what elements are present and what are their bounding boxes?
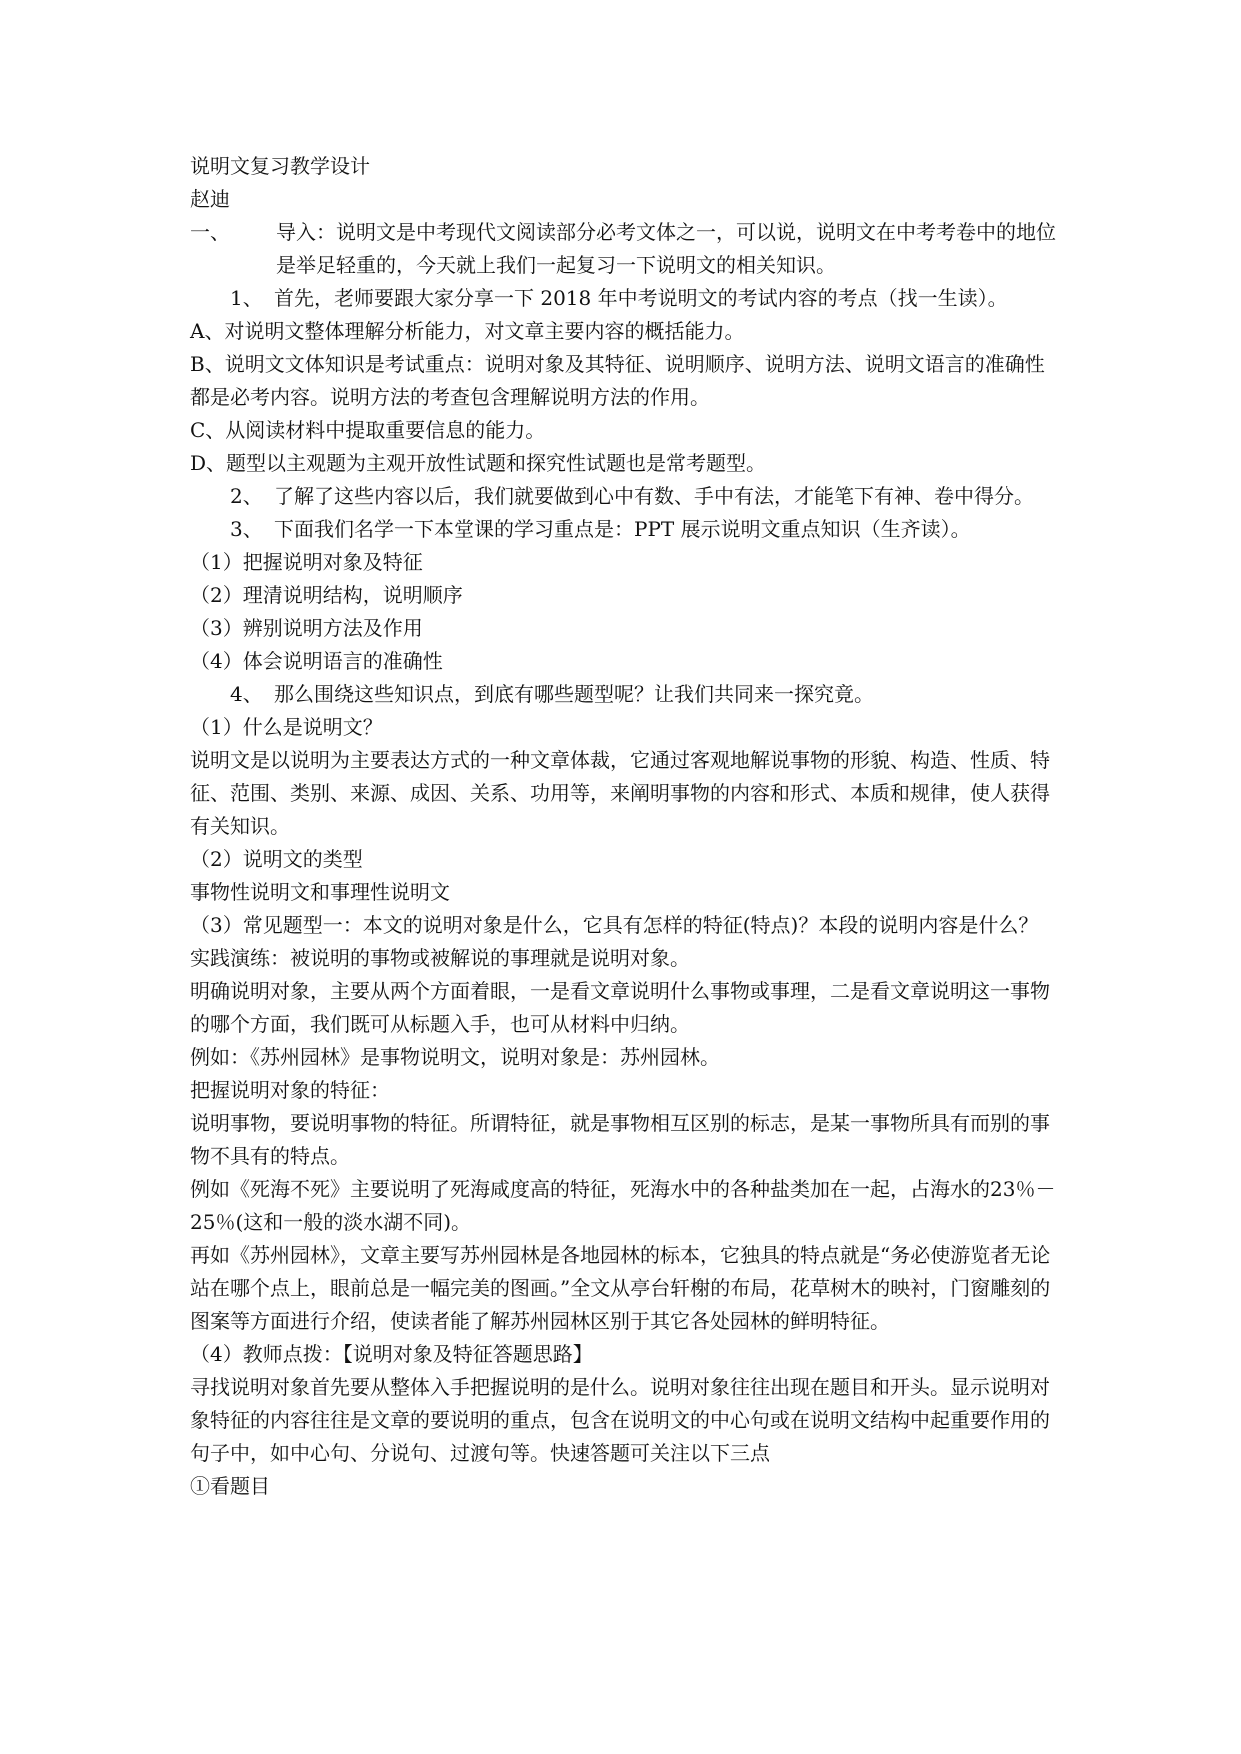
- step-4-text: 那么围绕这些知识点，到底有哪些题型呢？让我们共同来一探究竟。: [274, 682, 874, 706]
- practice-line: 实践演练：被说明的事物或被解说的事理就是说明对象。: [190, 946, 690, 970]
- point-b: B、说明文文体知识是考试重点：说明对象及其特征、说明顺序、说明方法、说明文语言的准确性都是必考内容。说明方法的考查包含理解说明方法的作用。: [190, 352, 1045, 409]
- types-line: 事物性说明文和事理性说明文: [190, 880, 450, 904]
- step-2: [190, 480, 1056, 513]
- example-3: 再如《苏州园林》，文章主要写苏州园林是各地园林的标本，它独具的特点就是“务必使游览者无论站在哪个点上，眼前总是一幅完美的图画。”全文从亭台轩榭的布局，花草树木的映衬，门窗雕刻的图案等方面进行介绍，使读者能了解苏州园林区别于其它各处园林的鲜明特征。: [190, 1243, 1051, 1333]
- focus-item: （1）把握说明对象及特征: [190, 550, 423, 574]
- example-1: 例如：《苏州园林》是事物说明文，说明对象是：苏州园林。: [190, 1045, 720, 1069]
- grasp-heading: 把握说明对象的特征：: [190, 1078, 390, 1102]
- intro-paragraph: [190, 216, 1056, 282]
- step-2-number: 2、: [230, 484, 263, 508]
- tip-1: ①看题目: [190, 1474, 270, 1498]
- intro-text: 导入：说明文是中考现代文阅读部分必考文体之一，可以说，说明文在中考考卷中的地位是举足轻重的，今天就上我们一起复习一下说明文的相关知识。: [276, 220, 1056, 277]
- step-4-number: 4、: [230, 682, 263, 706]
- step-2-text: 了解了这些内容以后，我们就要做到心中有数、手中有法，才能笔下有神、卷中得分。: [274, 484, 1034, 508]
- focus-item: （4）体会说明语言的准确性: [190, 649, 443, 673]
- question-1: （1）什么是说明文？: [190, 715, 383, 739]
- definition-paragraph: 说明文是以说明为主要表达方式的一种文章体裁，它通过客观地解说事物的形貌、构造、性质、特征、范围、类别、来源、成因、关系、功用等，来阐明事物的内容和形式、本质和规律，使人获得有关知识。: [190, 748, 1050, 838]
- step-4: [190, 678, 1056, 711]
- step-3-number: 3、: [230, 517, 263, 541]
- example-2: 例如《死海不死》主要说明了死海咸度高的特征，死海水中的各种盐类加在一起，占海水的23％－25％(这和一般的淡水湖不同)。: [190, 1177, 1056, 1234]
- document-title: 说明文复习教学设计: [190, 154, 370, 178]
- step-1-number: 1、: [230, 286, 263, 310]
- question-3: （3）常见题型一：本文的说明对象是什么，它具有怎样的特征(特点)？本段的说明内容是什么？: [190, 913, 1039, 937]
- step-1: [190, 282, 1056, 315]
- clarify-paragraph: 明确说明对象，主要从两个方面着眼，一是看文章说明什么事物或事理，二是看文章说明这一事物的哪个方面，我们既可从标题入手，也可从材料中归纳。: [190, 979, 1050, 1036]
- focus-item: （2）理清说明结构，说明顺序: [190, 583, 463, 607]
- question-4: （4）教师点拨：【说明对象及特征答题思路】: [190, 1342, 593, 1366]
- step-1-text: 首先，老师要跟大家分享一下 2018 年中考说明文的考试内容的考点（找一生读）。: [274, 286, 1008, 310]
- step-3: [190, 513, 1056, 546]
- point-a: A、对说明文整体理解分析能力，对文章主要内容的概括能力。: [190, 319, 745, 343]
- point-d: D、题型以主观题为主观开放性试题和探究性试题也是常考题型。: [190, 451, 767, 475]
- author-name: 赵迪: [190, 187, 230, 211]
- feature-paragraph: 说明事物，要说明事物的特征。所谓特征，就是事物相互区别的标志，是某一事物所具有而别的事物不具有的特点。: [190, 1111, 1050, 1168]
- document-body: [190, 150, 1056, 1503]
- method-paragraph: 寻找说明对象首先要从整体入手把握说明的是什么。说明对象往往出现在题目和开头。显示说明对象特征的内容往往是文章的要说明的重点，包含在说明文的中心句或在说明文结构中起重要作用的句子中，如中心句、分说句、过渡句等。快速答题可关注以下三点: [190, 1375, 1050, 1465]
- intro-number: 一、: [190, 220, 230, 244]
- step-3-text: 下面我们名学一下本堂课的学习重点是：PPT 展示说明文重点知识（生齐读）。: [274, 517, 971, 541]
- question-2: （2）说明文的类型: [190, 847, 363, 871]
- focus-item: （3）辨别说明方法及作用: [190, 616, 423, 640]
- point-c: C、从阅读材料中提取重要信息的能力。: [190, 418, 546, 442]
